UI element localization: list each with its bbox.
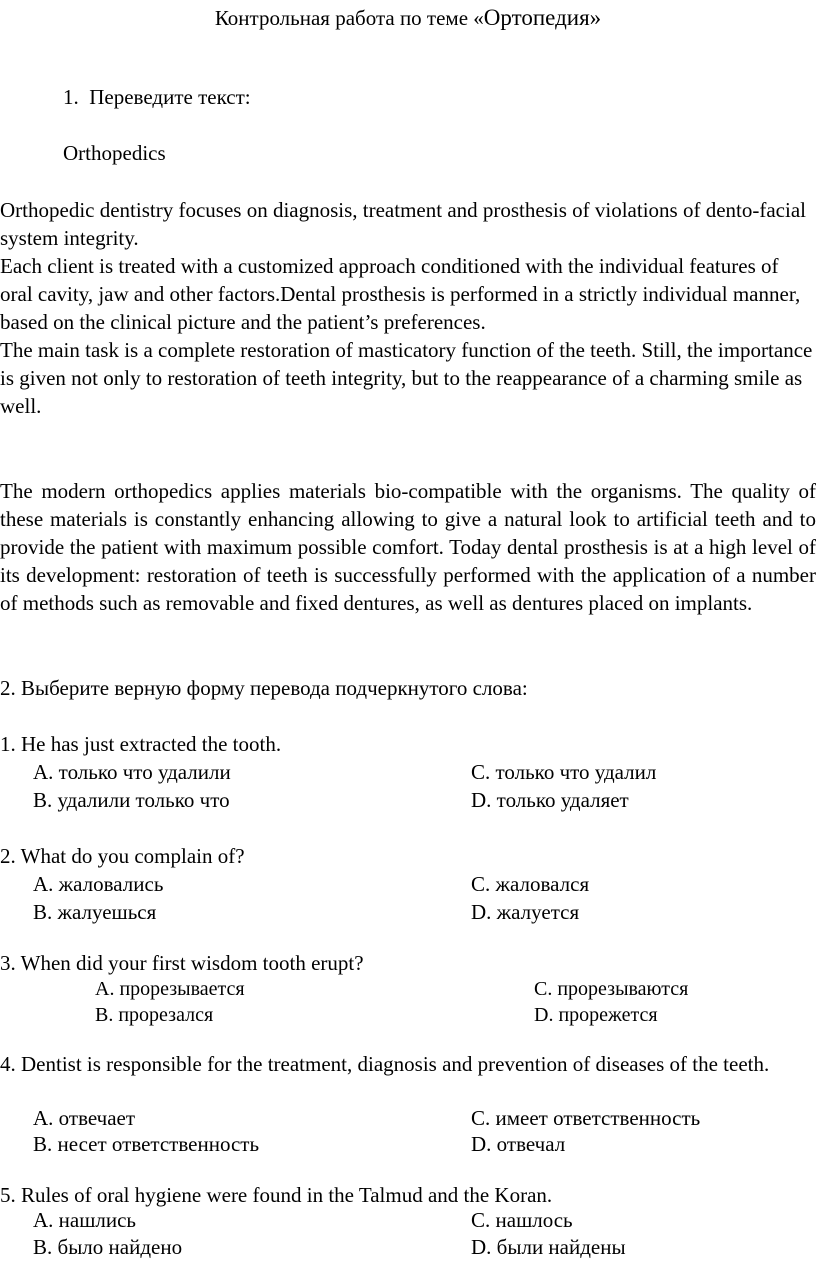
text-title: Orthopedics — [63, 141, 166, 165]
option-a: A. прорезывается — [95, 978, 245, 1000]
task2-heading: 2. Выберите верную форму перевода подчеркнутого слова: — [0, 676, 528, 700]
paragraph-1: Orthopedic dentistry focuses on diagnosis, treatment and prosthesis of violations of dento-facial system integrity. Each client is treated with a customized approach conditioned with the individual features of oral cavity, jaw and other factors.Dental prosthesis is performed in a strictly individual manner, based on the clinical picture and the patient’s preferences. The main task is a complete restoration of masticatory function of the teeth. Still, the importance is given not only to restoration of teeth integrity, but to the reappearance of a charming smile as well. — [0, 198, 813, 418]
title-prefix: Контрольная работа по теме « — [214, 6, 484, 30]
option-b: B. удалили только что — [33, 788, 230, 812]
option-a: A. отвечает — [33, 1106, 136, 1130]
question-3 — [0, 949, 816, 1026]
option-d: D. прорежется — [534, 1004, 658, 1026]
option-b: B. несет ответственность — [33, 1132, 260, 1156]
question-stem: 1. He has just extracted the tooth. — [0, 732, 282, 756]
option-b: B. прорезался — [95, 1004, 214, 1026]
question-stem: 4. Dentist is responsible for the treatment, diagnosis and prevention of diseases of the teeth. — [0, 1052, 770, 1076]
option-a: A. нашлись — [33, 1208, 137, 1232]
task1-heading: 1. Переведите текст: — [63, 85, 251, 109]
option-b: B. было найдено — [33, 1235, 183, 1259]
question-stem: 2. What do you complain of? — [0, 844, 245, 868]
question-4 — [0, 1050, 816, 1156]
option-d: D. жалуется — [471, 900, 580, 924]
option-c: C. нашлось — [471, 1208, 573, 1232]
question-5 — [0, 1181, 816, 1259]
option-c: C. имеет ответственность — [471, 1106, 701, 1130]
question-2 — [0, 842, 816, 924]
option-c: C. только что удалил — [471, 760, 657, 784]
question-stem: 5. Rules of oral hygiene were found in the Talmud and the Koran. — [0, 1183, 553, 1207]
paragraph-2: The modern orthopedics applies materials bio-compatible with the organisms. The quality of these materials is constantly enhancing allowing to give a natural look to artificial teeth and to provide the patient with maximum possible comfort. Today dental prosthesis is at a high level of its development: restoration of teeth is successfully performed with the application of a number of methods such as removable and fixed dentures, as well as dentures placed on implants. — [0, 479, 816, 615]
option-a: A. жаловались — [33, 872, 164, 896]
page-title — [0, 4, 816, 32]
option-c: C. жаловался — [471, 872, 590, 896]
question-stem: 3. When did your first wisdom tooth erupt? — [0, 951, 364, 975]
question-1 — [0, 730, 816, 812]
option-b: B. жалуешься — [33, 900, 157, 924]
option-c: C. прорезываются — [534, 978, 689, 1000]
option-d: D. только удаляет — [471, 788, 629, 812]
title-suffix: » — [589, 5, 602, 30]
title-topic: Ортопедия — [483, 5, 590, 30]
option-d: D. были найдены — [471, 1235, 626, 1259]
option-a: A. только что удалили — [33, 760, 231, 784]
option-d: D. отвечал — [471, 1132, 566, 1156]
